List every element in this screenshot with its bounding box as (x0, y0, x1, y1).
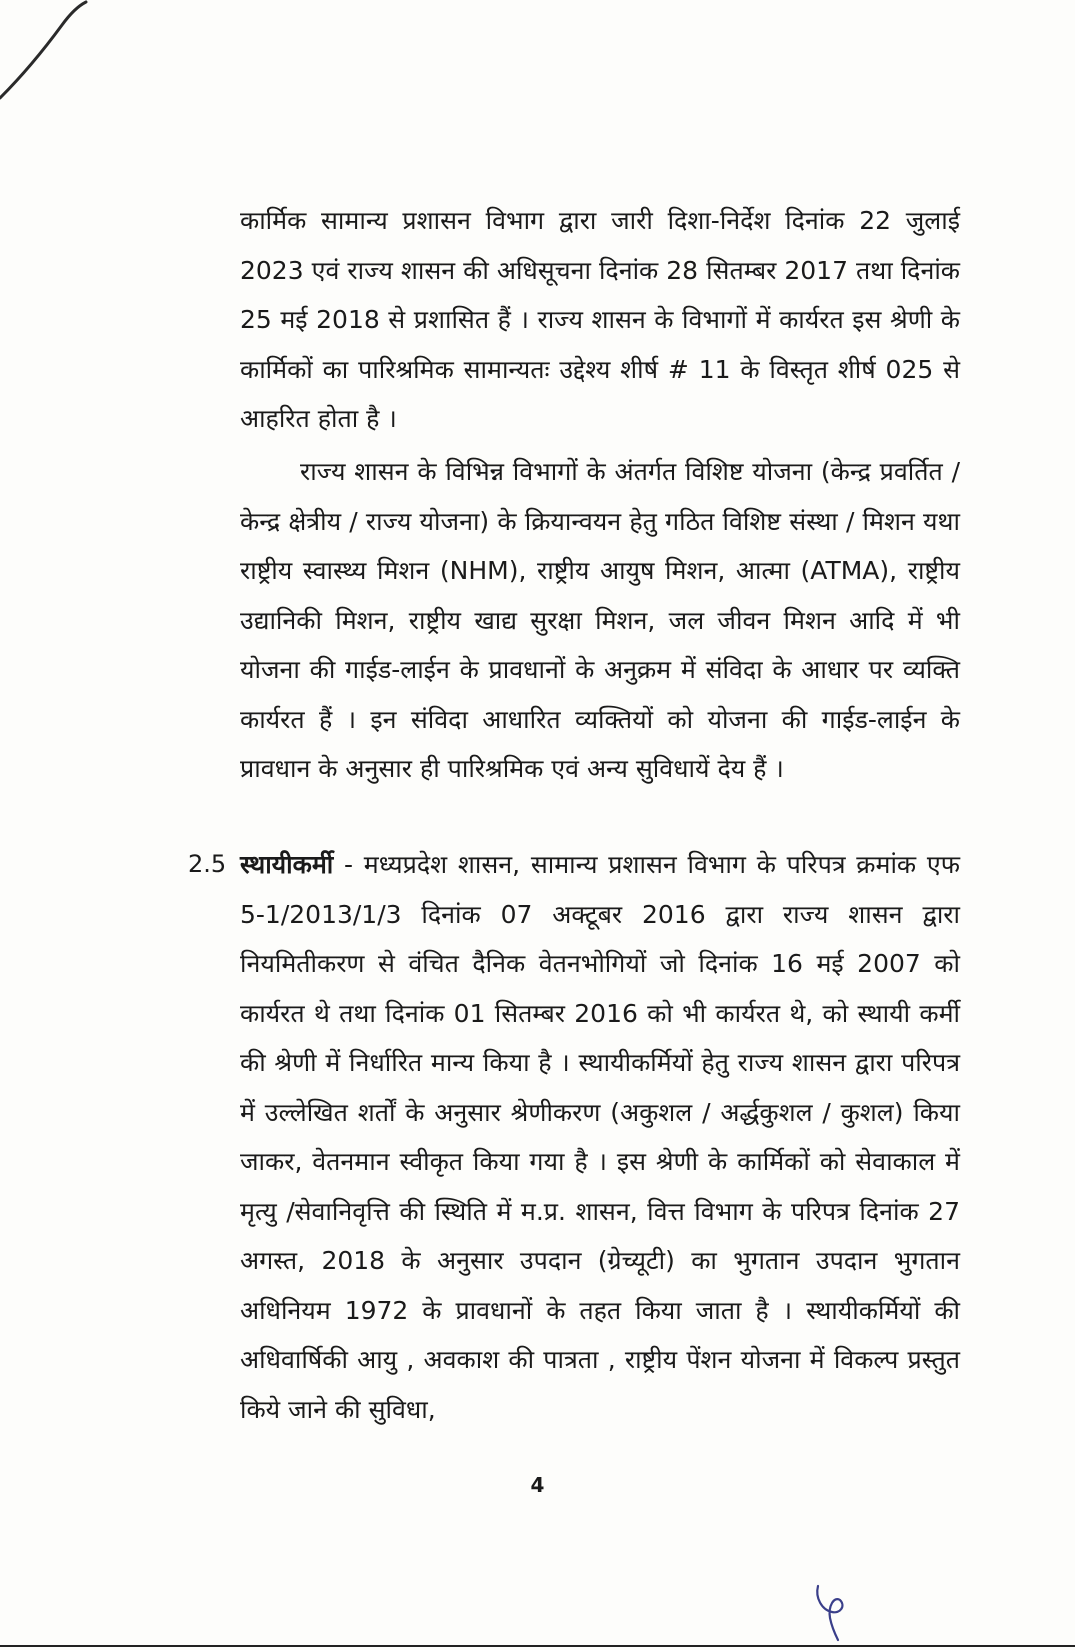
section-2-5 (188, 840, 960, 1434)
paragraph-1: कार्मिक सामान्य प्रशासन विभाग द्वारा जारी दिशा-निर्देश दिनांक 22 जुलाई 2023 एवं राज्य शासन की अधिसूचना दिनांक 28 सितम्बर 2017 तथा दिनांक 25 मई 2018 से प्रशासित हैं । राज्य शासन के विभागों में कार्यरत इस श्रेणी के कार्मिकों का पारिश्रमिक सामान्यतः उद्देश्य शीर्ष # 11 के विस्तृत शीर्ष 025 से आहरित होता है । (240, 206, 960, 433)
bottom-rule (0, 1645, 1075, 1647)
initials-signature (810, 1580, 860, 1642)
page-number: 4 (530, 1473, 545, 1497)
section-paragraph (240, 840, 960, 1434)
paragraph-2: राज्य शासन के विभिन्न विभागों के अंतर्गत विशिष्ट योजना (केन्द्र प्रवर्तित / केन्द्र क्षेत्रीय / राज्य योजना) के क्रियान्वयन हेतु गठित विशिष्ट संस्था / मिशन यथा राष्ट्रीय स्वास्थ्य मिशन (NHM), राष्ट्रीय आयुष मिशन, आत्मा (ATMA), राष्ट्रीय उद्यानिकी मिशन, राष्ट्रीय खाद्य सुरक्षा मिशन, जल जीवन मिशन आदि में भी योजना की गाईड-लाईन के प्रावधानों के अनुक्रम में संविदा के आधार पर व्यक्ति कार्यरत हैं । इन संविदा आधारित व्यक्तियों को योजना की गाईड-लाईन के प्रावधान के अनुसार ही पारिश्रमिक एवं अन्य सुविधायें देय हैं । (240, 457, 960, 783)
section-text: मध्यप्रदेश शासन, सामान्य प्रशासन विभाग के परिपत्र क्रमांक एफ 5-1/2013/1/3 दिनांक 07 अक्टूबर 2016 द्वारा राज्य शासन द्वारा नियमितीकरण से वंचित दैनिक वेतनभोगियों जो दिनांक 16 मई 2007 को कार्यरत थे तथा दिनांक 01 सितम्बर 2016 को भी कार्यरत थे, को स्थायी कर्मी की श्रेणी में निर्धारित मान्य किया है । स्थायीकर्मियों हेतु राज्य शासन द्वारा परिपत्र में उल्लेखित शर्तों के अनुसार श्रेणीकरण (अकुशल / अर्द्धकुशल / कुशल) किया जाकर, वेतनमान स्वीकृत किया गया है । इस श्रेणी के कार्मिकों को सेवाकाल में मृत्यु /सेवानिवृत्ति की स्थिति में म.प्र. शासन, वित्त विभाग के परिपत्र दिनांक 27 अगस्त, 2018 के अनुसार उपदान (ग्रेच्यूटी) का भुगतान उपदान भुगतान अधिनियम 1972 के प्रावधानों के तहत किया जाता है । स्थायीकर्मियों की अधिवार्षिकी आयु , अवकाश की पात्रता , राष्ट्रीय पेंशन योजना में विकल्प प्रस्तुत किये जाने की सुविधा, (240, 850, 960, 1424)
section-number: 2.5 (188, 850, 227, 878)
corner-pen-mark (0, 0, 110, 110)
section-heading: स्थायीकर्मी (240, 850, 334, 879)
section-separator: - (333, 850, 364, 879)
